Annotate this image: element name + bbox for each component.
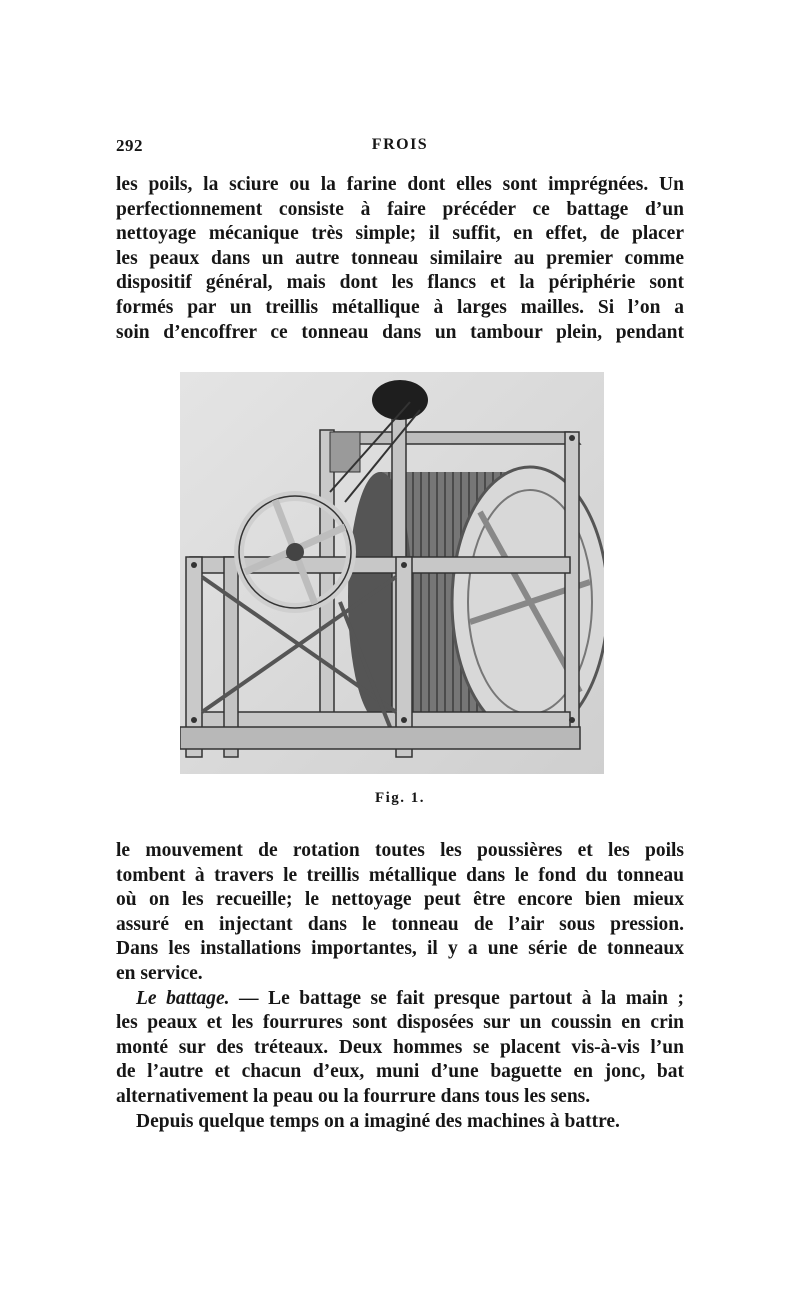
section-lead-in: Le battage. (136, 987, 230, 1009)
paragraph-top (116, 173, 684, 345)
text-line: le mouvement de rotation toutes les poussières et les poils (116, 840, 684, 861)
text-line: soin d’encoffrer ce tonneau dans un tambour plein, pendant (116, 321, 684, 343)
battage-first-line (116, 987, 684, 1012)
figure-caption: Fig. 1. (374, 790, 426, 806)
text-line: Depuis quelque temps on a imaginé des machines à battre. (136, 1110, 620, 1132)
text-line: en service. (116, 962, 203, 984)
running-head: FROIS (371, 136, 429, 153)
text-line: nettoyage mécanique très simple; il suffit, en effet, de placer (116, 223, 684, 245)
text-run: — Le battage se fait presque partout à la main ; (229, 987, 684, 1009)
page-header (116, 136, 684, 162)
text-line: de l’autre et chacun d’eux, muni d’une baguette en jonc, bat (116, 1061, 684, 1083)
machine-illustration (180, 362, 604, 774)
text-line: les poils, la sciure ou la farine dont elles sont imprégnées. Un (116, 174, 684, 195)
text-line: formés par un treillis métallique à larges mailles. Si l’on a (116, 296, 684, 318)
text-line: les peaux et les fourrures sont disposées sur un coussin en crin (116, 1012, 684, 1034)
text-line: alternativement la peau ou la fourrure dans tous les sens. (116, 1085, 591, 1107)
text-line: assuré en injectant dans le tonneau de l’air sous pression. (116, 913, 684, 935)
text-line: Dans les installations importantes, il y a une série de tonneaux (116, 938, 684, 960)
text-line: dispositif général, mais dont les flancs et la périphérie sont (116, 272, 684, 294)
text-line: tombent à travers le treillis métallique dans le fond du tonneau (116, 864, 684, 886)
paragraph-bottom (116, 839, 684, 1134)
text-line: où on les recueille; le nettoyage peut être encore bien mieux (116, 889, 684, 911)
text-line: les peaux dans un autre tonneau similaire au premier comme (116, 247, 684, 269)
page-number: 292 (116, 136, 143, 155)
figure-drum-cleaning-machine (180, 362, 604, 774)
text-line: perfectionnement consiste à faire précéder ce battage d’un (116, 198, 684, 220)
text-line: monté sur des tréteaux. Deux hommes se placent vis-à-vis l’un (116, 1036, 684, 1058)
